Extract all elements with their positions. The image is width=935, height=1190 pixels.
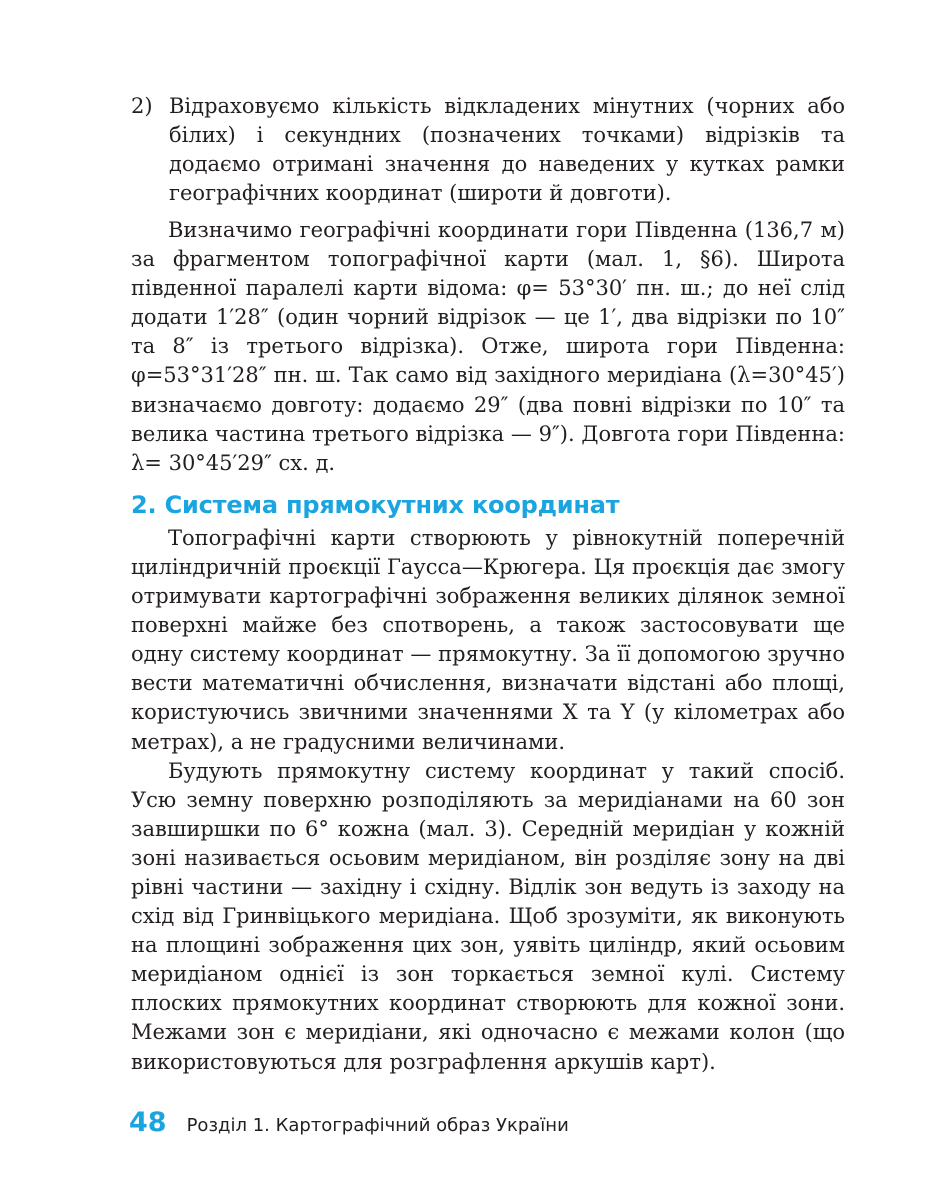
list-item-number: 2) xyxy=(131,94,153,118)
page-footer xyxy=(129,1107,569,1138)
page-number: 48 xyxy=(129,1107,167,1138)
running-title: Розділ 1. Картографічний образ України xyxy=(186,1115,569,1136)
paragraph-zones: Будують прямокутну систему координат у такий спосіб. Усю земну поверхню розподіляють за меридіанами на 60 зон завширшки по 6° кожна (мал. 3). Середній меридіан у кожній зоні називається осьовим меридіаном, він розділяє зону на дві рівні частини — західну і східну. Відлік зон ведуть із заходу на схід від Гринвіцького меридіана. Щоб зрозуміти, як виконують на площині зображення цих зон, уявіть циліндр, який осьовим меридіаном однієї із зон торкається земної кулі. Систему плоских прямокутних координат створюють для кожної зони. Межами зон є меридіани, які одночасно є межами колон (що використовуються для розграфлення аркушів карт). xyxy=(131,758,845,1074)
page-content xyxy=(131,92,845,1077)
list-item xyxy=(131,92,845,208)
list-item-text: Відраховуємо кількість відкладених мінутних (чорних або білих) і секундних (позначених точками) відрізків та додаємо отримані значення до наведених у кутках рамки географічних координат (широти й довготи). xyxy=(169,94,845,205)
section-heading: 2. Система прямокутних координат xyxy=(131,490,620,519)
paragraph-coordinates-example: Визначимо географічні координати гори Південна (136,7 м) за фрагментом топографічної карти (мал. 1, §6). Широта південної паралелі карти відома: φ= 53°30′ пн. ш.; до неї слід додати 1′28″ (один чорний відрізок — це 1′, два відрізки по 10″ та 8″ із третього відрізка). Отже, широта гори Південна: φ=53°31′28″ пн. ш. Так само від західного меридіана (λ=30°45′) визначаємо довготу: додаємо 29″ (два повні відрізки по 10″ та велика частина третього відрізка — 9″). Довгота гори Південна: λ= 30°45′29″ сх. д. xyxy=(131,218,845,475)
paragraph-projection: Топографічні карти створюють у рівнокутній поперечній циліндричній проєкції Гаусса—Крюгера. Ця проєкція дає змогу отримувати картографічні зображення великих ділянок земної поверхні майже без спотворень, а також застосовувати ще одну систему координат — прямокутну. За її допомогою зручно вести математичні обчислення, визначати відстані або площі, користуючись звичними значеннями X та Y (у кілометрах або метрах), а не градусними величинами. xyxy=(131,525,845,754)
